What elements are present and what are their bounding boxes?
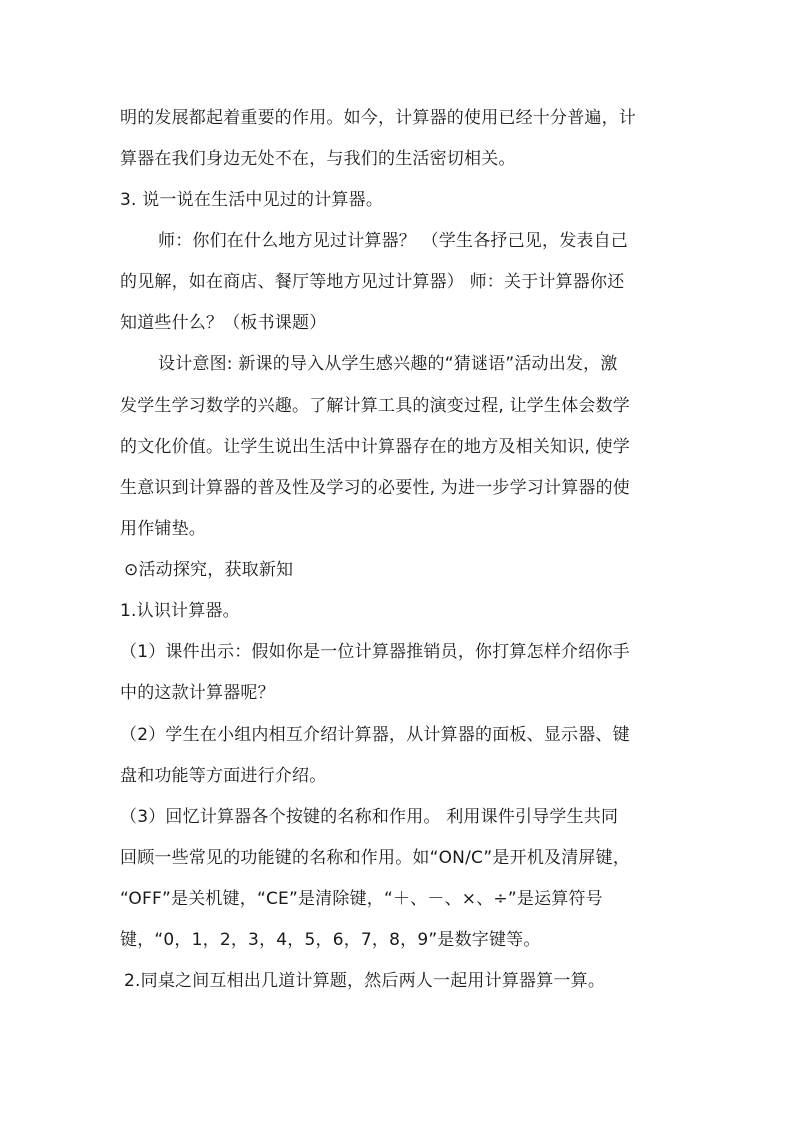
list-item-continued: 键，“0，1，2，3，4，5，6，7，8，9”是数字键等。 bbox=[120, 930, 541, 950]
paragraph-line: 师：你们在什么地方见过计算器？ （学生各抒己见，发表自己 bbox=[158, 231, 629, 251]
paragraph-line: 知道些什么？（板书课题） bbox=[120, 313, 327, 333]
paragraph-line: 的见解，如在商店、餐厅等地方见过计算器） 师：关于计算器你还 bbox=[120, 272, 625, 292]
design-intent-line: 生意识到计算器的普及性及学习的必要性, 为进一步学习计算器的使 bbox=[120, 478, 631, 498]
list-item-continued: “OFF”是关机键，“CE”是清除键，“＋、－、×、÷”是运算符号 bbox=[120, 889, 603, 909]
section-heading: ⊙活动探究，获取新知 bbox=[124, 560, 294, 580]
paragraph-line: 算器在我们身边无处不在，与我们的生活密切相关。 bbox=[120, 149, 516, 169]
list-item: （3）回忆计算器各个按键的名称和作用。 利用课件引导学生共同 bbox=[120, 807, 619, 827]
section-heading: 3. 说一说在生活中见过的计算器。 bbox=[120, 190, 384, 210]
list-item-continued: 中的这款计算器呢？ bbox=[120, 683, 275, 703]
list-item-continued: 盘和功能等方面进行介绍。 bbox=[120, 766, 327, 786]
list-item: （1）课件出示：假如你是一位计算器推销员，你打算怎样介绍你手 bbox=[120, 642, 630, 662]
subsection-heading: 1.认识计算器。 bbox=[120, 601, 240, 621]
paragraph-line: 明的发展都起着重要的作用。如今，计算器的使用已经十分普遍，计 bbox=[120, 108, 636, 128]
design-intent-line: 设计意图: 新课的导入从学生感兴趣的“猜谜语”活动出发，激 bbox=[158, 354, 618, 374]
design-intent-line: 发学生学习数学的兴趣。了解计算工具的演变过程, 让学生体会数学 bbox=[120, 396, 631, 416]
list-item-continued: 回顾一些常见的功能键的名称和作用。如“ON/C”是开机及清屏键， bbox=[120, 848, 631, 868]
list-item: （2）学生在小组内相互介绍计算器，从计算器的面板、显示器、键 bbox=[120, 725, 630, 745]
design-intent-line: 的文化价值。让学生说出生活中计算器存在的地方及相关知识, 使学 bbox=[120, 437, 631, 457]
subsection-heading: 2.同桌之间互相出几道计算题，然后两人一起用计算器算一算。 bbox=[124, 971, 606, 991]
design-intent-line: 用作铺垫。 bbox=[120, 519, 206, 539]
